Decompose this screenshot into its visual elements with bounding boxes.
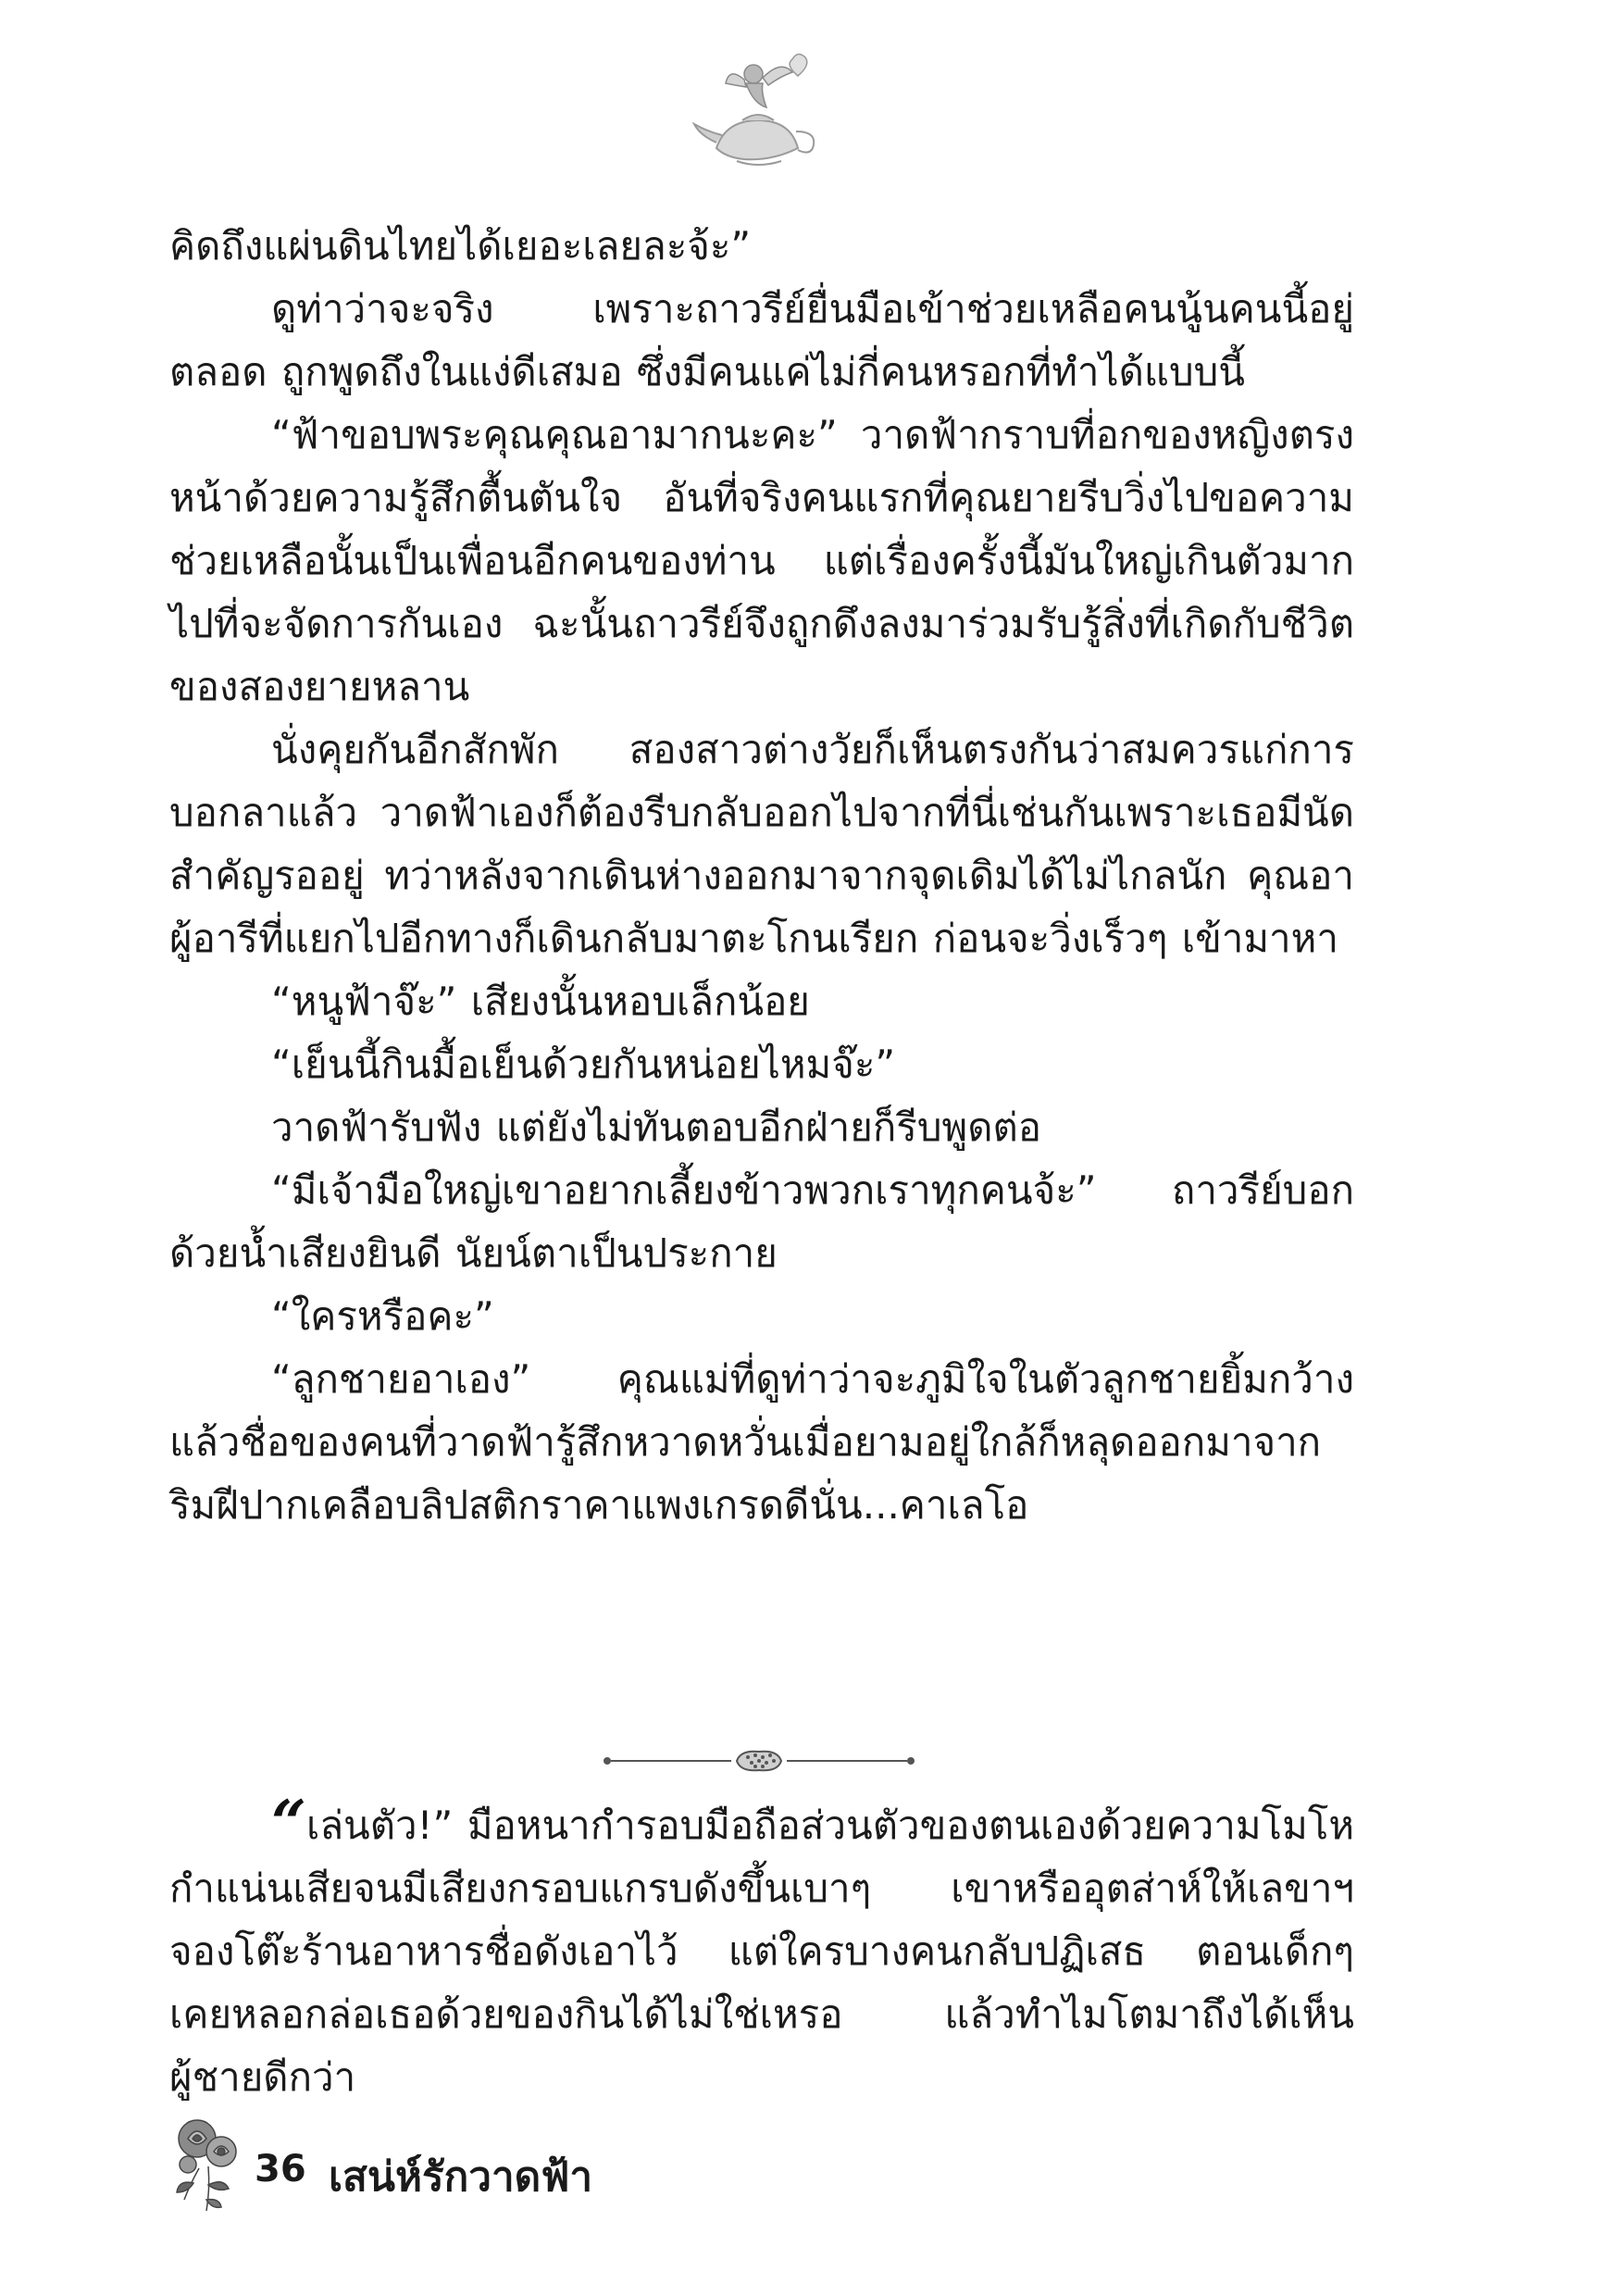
book-title: เสน่ห์รักวาดฟ้า [329, 2153, 593, 2201]
teapot-ornament-icon [689, 46, 828, 176]
page-footer [171, 2111, 819, 2222]
page-number: 36 [255, 2148, 306, 2190]
paragraph: นั่งคุยกันอีกสักพัก สองสาวต่างวัยก็เห็นตรงกันว่าสมควรแก่การบอกลาแล้ว วาดฟ้าเองก็ต้องรีบกลับออกไปจากที่นี่เช่นกันเพราะเธอมีนัดสำคัญรออยู่ ทว่าหลังจากเดินห่างออกมาจากจุดเดิมได้ไม่ไกลนัก คุณอาผู้อารีที่แยกไปอีกทางก็เดินกลับมาตะโกนเรียก ก่อนจะวิ่งเร็วๆ เข้ามาหา [169, 727, 1354, 961]
paragraph: คิดถึงแผ่นดินไทยได้เยอะเลยละจ้ะ” [169, 223, 752, 268]
paragraph: ดูท่าว่าจะจริง เพราะถาวรีย์ยื่นมือเข้าช่วยเหลือคนนู้นคนนี้อยู่ตลอด ถูกพูดถึงในแง่ดีเสมอ ซึ่งมีคนแค่ไม่กี่คนหรอกที่ทำได้แบบนี้ [169, 286, 1354, 394]
paragraph: “หนูฟ้าจ๊ะ” เสียงนั้นหอบเล็กน้อย [271, 979, 810, 1024]
paragraph [169, 1787, 1354, 2109]
paragraph: “ฟ้าขอบพระคุณคุณอามากนะคะ” วาดฟ้ากราบที่อกของหญิงตรงหน้าด้วยความรู้สึกตื้นตันใจ อันที่จริงคนแรกที่คุณยายรีบวิ่งไปขอความช่วยเหลือนั้นเป็นเพื่อนอีกคนของท่าน แต่เรื่องครั้งนี้มันใหญ่เกินตัวมากไปที่จะจัดการกันเอง ฉะนั้นถาวรีย์จึงถูกดึงลงมาร่วมรับรู้สิ่งที่เกิดกับชีวิตของสองยายหลาน [169, 412, 1354, 709]
main-text-block [169, 215, 1354, 1537]
paragraph: “ใครหรือคะ” [271, 1293, 494, 1339]
paragraph: “มีเจ้ามือใหญ่เขาอยากเลี้ยงข้าวพวกเราทุกคนจ้ะ” ถาวรีย์บอกด้วยน้ำเสียงยินดี นัยน์ตาเป็นประกาย [169, 1167, 1354, 1276]
paragraph-text: เล่นตัว!” มือหนากำรอบมือถือส่วนตัวของตนเองด้วยความโมโหกำแน่นเสียจนมีเสียงกรอบแกรบดังขึ้นเบาๆ เขาหรืออุตส่าห์ให้เลขาฯ จองโต๊ะร้านอาหารชื่อดังเอาไว้ แต่ใครบางคนกลับปฏิเสธ ตอนเด็กๆ เคยหลอกล่อเธอด้วยของกินได้ไม่ใช่เหรอ แล้วทำไมโตมาถึงได้เห็นผู้ชายดีกว่า [169, 1803, 1354, 2100]
drop-quote-mark: “ [271, 1787, 306, 1859]
paragraph: วาดฟ้ารับฟัง แต่ยังไม่ทันตอบอีกฝ่ายก็รีบพูดต่อ [271, 1104, 1041, 1150]
paragraph: “ลูกชายอาเอง” คุณแม่ที่ดูท่าว่าจะภูมิใจในตัวลูกชายยิ้มกว้าง แล้วชื่อของคนที่วาดฟ้ารู้สึกหวาดหวั่นเมื่อยามอยู่ใกล้ก็หลุดออกมาจากริมฝีปากเคลือบลิปสติกราคาแพงเกรดดีนั่น...คาเลโอ [169, 1356, 1354, 1528]
section-divider-icon [602, 1742, 916, 1779]
rose-flower-icon [171, 2111, 245, 2213]
second-section-text [169, 1787, 1354, 2109]
paragraph: “เย็นนี้กินมื้อเย็นด้วยกันหน่อยไหมจ๊ะ” [271, 1042, 896, 1087]
